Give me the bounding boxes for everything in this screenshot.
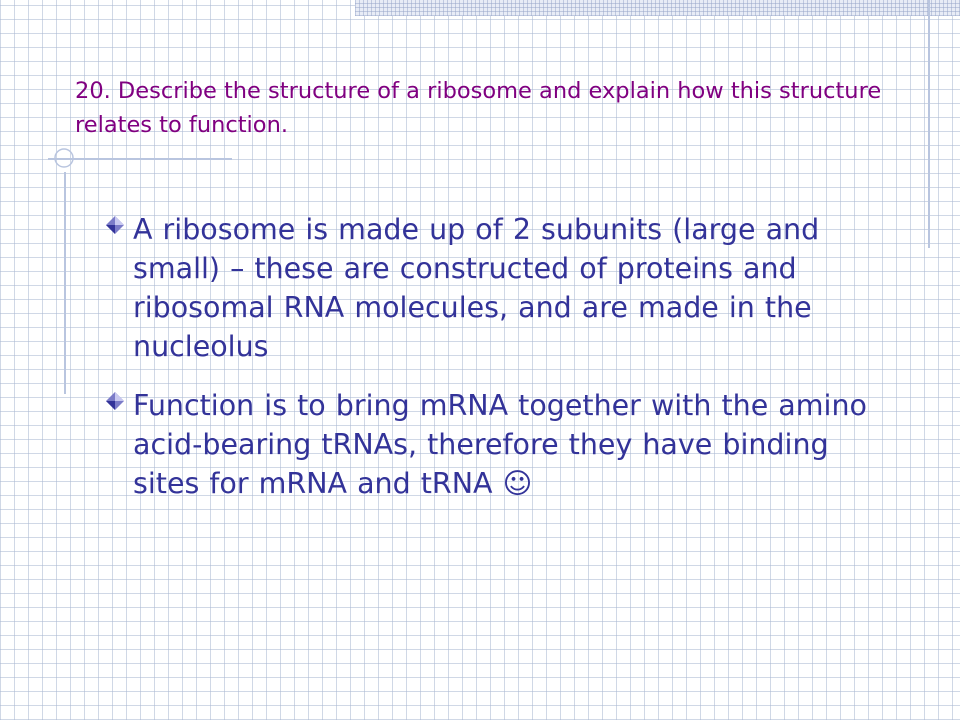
bullet-item bbox=[105, 386, 895, 503]
diamond-bullet-icon bbox=[105, 215, 125, 235]
left-decorative-line bbox=[64, 172, 66, 394]
diamond-bullet-icon bbox=[105, 391, 125, 411]
bullet-text: A ribosome is made up of 2 subunits (large and small) – these are constructed of proteins and ribosomal RNA molecules, and are made in the nucleolus bbox=[133, 213, 820, 363]
bullet-text: Function is to bring mRNA together with the amino acid-bearing tRNAs, therefore they have binding sites for mRNA and tRNA ☺ bbox=[133, 389, 867, 500]
slide-title: 20. Describe the structure of a ribosome and explain how this structure relates to function. bbox=[75, 78, 882, 138]
top-decorative-band bbox=[355, 0, 960, 16]
bullet-list bbox=[105, 210, 895, 523]
crosshair-circle-icon bbox=[46, 146, 76, 176]
right-decorative-line bbox=[928, 0, 930, 248]
bullet-item bbox=[105, 210, 895, 366]
